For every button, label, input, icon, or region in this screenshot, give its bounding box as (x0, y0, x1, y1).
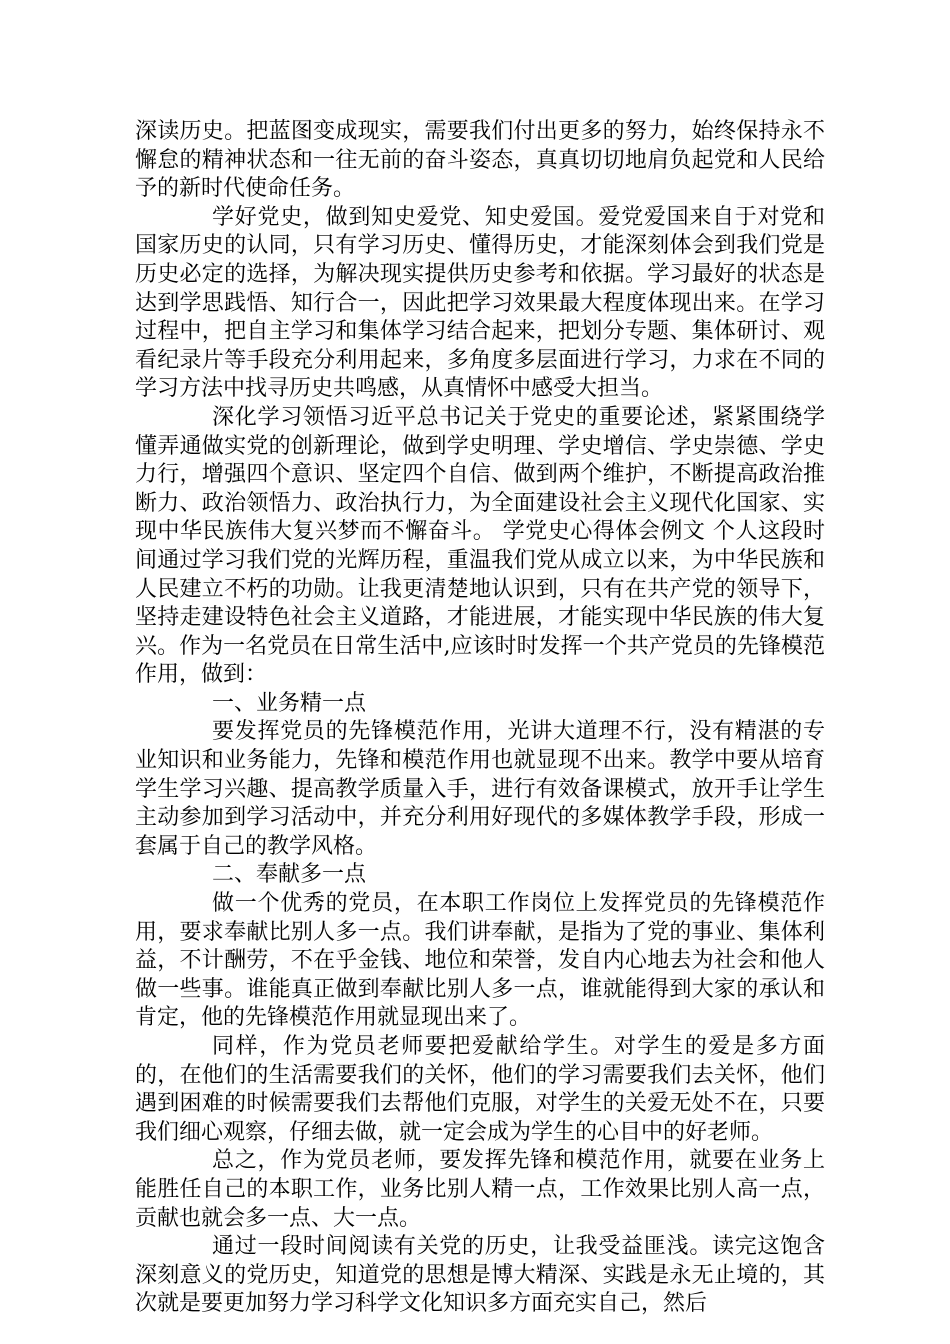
paragraph-2: 学好党史，做到知史爱党、知史爱国。爱党爱国来自于对党和国家历史的认同，只有学习历史、懂得历史，才能深刻体会到我们党是历史必定的选择，为解决现实提供历史参考和依据。学习最好的状态是达到学思践悟、知行合一，因此把学习效果最大程度体现出来。在学习过程中，把自主学习和集体学习结合起来，把划分专题、集体研讨、观看纪录片等手段充分利用起来，多角度多层面进行学习，力求在不同的学习方法中找寻历史共鸣感，从真情怀中感受大担当。 (135, 204, 825, 402)
paragraph-1: 深读历史。把蓝图变成现实，需要我们付出更多的努力，始终保持永不懈怠的精神状态和一往无前的奋斗姿态，真真切切地肩负起党和人民给予的新时代使命任务。 (135, 119, 825, 202)
paragraph-3: 深化学习领悟习近平总书记关于党史的重要论述，紧紧围绕学懂弄通做实党的创新理论，做到学史明理、学史增信、学史崇德、学史力行，增强四个意识、坚定四个自信、做到两个维护，不断提高政治推断力、政治领悟力、政治执行力，为全面建设社会主义现代化国家、实现中华民族伟大复兴梦而不懈奋斗。 学党史心得体会例文 个人这段时间通过学习我们党的光辉历程，重温我们党从成立以来，为中华民族和人民建立不朽的功勋。让我更清楚地认识到，只有在共产党的领导下，坚持走建设特色社会主义道路，才能进展，才能实现中华民族的伟大复兴。作为一名党员在日常生活中,应该时时发挥一个共产党员的先锋模范作用，做到： (135, 404, 825, 688)
paragraph-6: 同样，作为党员老师要把爱献给学生。对学生的爱是多方面的，在他们的生活需要我们的关怀，他们的学习需要我们去关怀，他们遇到困难的时候需要我们去帮他们克服，对学生的关爱无处不在，只要我们细心观察，仔细去做，就一定会成为学生的心目中的好老师。 (135, 1034, 825, 1145)
section-heading-2: 二、奉献多一点 (212, 862, 367, 888)
paragraph-7: 总之，作为党员老师，要发挥先锋和模范作用，就要在业务上能胜任自己的本职工作，业务比别人精一点，工作效果比别人高一点，贡献也就会多一点、大一点。 (135, 1148, 825, 1231)
paragraph-5: 做一个优秀的党员，在本职工作岗位上发挥党员的先锋模范作用，要求奉献比别人多一点。我们讲奉献，是指为了党的事业、集体利益，不计酬劳，不在乎金钱、地位和荣誉，发自内心地去为社会和他人做一些事。谁能真正做到奉献比别人多一点，谁就能得到大家的承认和肯定，他的先锋模范作用就显现出来了。 (135, 891, 825, 1031)
section-heading-1: 一、业务精一点 (212, 690, 367, 716)
paragraph-4: 要发挥党员的先锋模范作用，光讲大道理不行，没有精湛的专业知识和业务能力，先锋和模范作用也就显现不出来。教学中要从培育学生学习兴趣、提高教学质量入手，进行有效备课模式，放开手让学生主动参加到学习活动中，并充分利用好现代的多媒体教学手段，形成一套属于自己的教学风格。 (135, 719, 825, 859)
paragraph-8: 通过一段时间阅读有关党的历史，让我受益匪浅。读完这饱含深刻意义的党历史，知道党的思想是博大精深、实践是永无止境的，其次就是要更加努力学习科学文化知识多方面充实自己，然后 (135, 1234, 825, 1317)
document-page (135, 118, 825, 1319)
